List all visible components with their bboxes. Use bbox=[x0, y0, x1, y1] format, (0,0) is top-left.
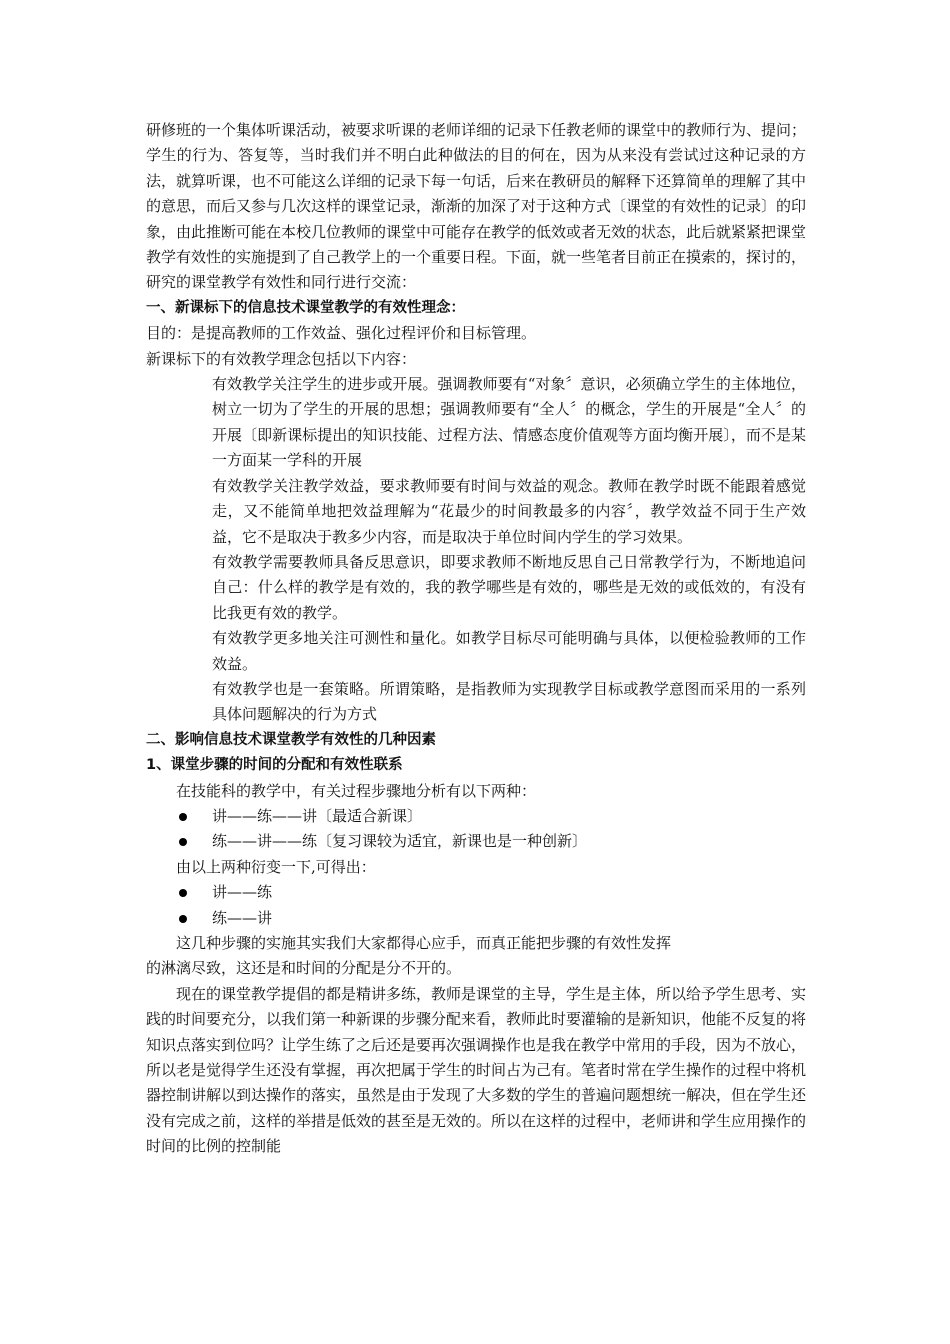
section2-para4: 现在的课堂教学提倡的都是精讲多练，教师是课堂的主导，学生是主体，所以给予学生思考、实践的时间要充分，以我们第一种新课的步骤分配来看，教师此时要灌输的是新知识，他能不反复的将知识点落实到位吗？让学生练了之后还是要再次强调操作也是我在教学中常用的手段，因为不放心，所以老是觉得学生还没有掌握，再次把属于学生的时间占为己有。笔者时常在学生操作的过程中将机器控制讲解以到达操作的落实，虽然是由于发现了大多数的学生的普遍问题想统一解决，但在学生还没有完成之前，这样的举措是低效的甚至是无效的。所以在这样的过程中，老师讲和学生应用操作的时间的比例的控制能 bbox=[146, 984, 807, 1156]
section1-heading: 一、新课标下的信息技术课堂教学的有效性理念： bbox=[146, 299, 465, 316]
intro-paragraph: 研修班的一个集体听课活动，被要求听课的老师详细的记录下任教老师的课堂中的教师行为、提问；学生的行为、答复等，当时我们并不明白此种做法的目的何在，因为从来没有尝试过这种记录的方法，就算听课，也不可能这么详细的记录下每一句话，后来在教研员的解释下还算简单的理解了其中的意思，而后又参与几次这样的课堂记录，渐渐的加深了对于这种方式〔课堂的有效性的记录〕的印象，由此推断可能在本校几位教师的课堂中可能存在教学的低效或者无效的状态，此后就紧紧把课堂教学有效性的实施提到了自己教学上的一个重要日程。下面，就一些笔者目前正在摸索的，探讨的，研究的课堂教学有效性和同行进行交流： bbox=[146, 121, 807, 292]
list-item: 讲——练 bbox=[146, 880, 806, 905]
steps-list-1 bbox=[146, 804, 806, 855]
bullet-dot-icon bbox=[179, 838, 187, 846]
principles-list bbox=[146, 372, 806, 728]
list-item: 练——讲 bbox=[146, 906, 806, 931]
section2-para1: 在技能科的教学中，有关过程步骤地分析有以下两种： bbox=[176, 781, 537, 800]
section1-goal: 目的：是提高教师的工作效益、强化过程评价和目标管理。 bbox=[146, 324, 537, 343]
section2-para2: 由以上两种衍变一下,可得出： bbox=[176, 857, 376, 876]
section2-heading: 二、影响信息技术课堂教学有效性的几种因素 bbox=[146, 731, 436, 748]
list-item: 有效教学更多地关注可测性和量化。如教学目标尽可能明确与具体，以便检验教师的工作效益。 bbox=[212, 629, 806, 673]
list-item: 有效教学也是一套策略。所谓策略，是指教师为实现教学目标或教学意图而采用的一系列具体问题解决的行为方式 bbox=[212, 679, 806, 724]
list-item: 有效教学需要教师具备反思意识，即要求教师不断地反思自己日常教学行为，不断地追问自己：什么样的教学是有效的，我的教学哪些是有效的，哪些是无效的或低效的，有没有比我更有效的教学。 bbox=[212, 552, 806, 622]
steps-list-2 bbox=[146, 880, 806, 931]
list-item: 有效教学关注学生的进步或开展。强调教师要有“对象〞意识，必须确立学生的主体地位，树立一切为了学生的开展的思想；强调教师要有“全人〞的概念，学生的开展是“全人〞的开展〔即新课标提出的知识技能、过程方法、情感态度价值观等方面均衡开展〕，而不是某一方面某一学科的开展 bbox=[212, 375, 806, 470]
section2-para3-line2: 的淋漓尽致，这还是和时间的分配是分不开的。 bbox=[146, 959, 462, 978]
list-item: 练——讲——练〔复习课较为适宜，新课也是一种创新〕 bbox=[146, 829, 806, 854]
section1-lead: 新课标下的有效教学理念包括以下内容： bbox=[146, 349, 417, 368]
bullet-dot-icon bbox=[179, 889, 187, 897]
section2-para3-line1: 这几种步骤的实施其实我们大家都得心应手，而真正能把步骤的有效性发挥 bbox=[176, 934, 672, 952]
bullet-dot-icon bbox=[179, 915, 187, 923]
bullet-dot-icon bbox=[179, 813, 187, 821]
list-item: 有效教学关注教学效益，要求教师要有时间与效益的观念。教师在教学时既不能跟着感觉走，又不能简单地把效益理解为“花最少的时间教最多的内容〞，教学效益不同于生产效益，它不是取决于教多少内容，而是取决于单位时间内学生的学习效果。 bbox=[212, 476, 806, 546]
list-item: 讲——练——讲〔最适合新课〕 bbox=[146, 804, 806, 829]
section2-subheading: 1、课堂步骤的时间的分配和有效性联系 bbox=[146, 757, 403, 774]
document-page bbox=[146, 118, 806, 1160]
